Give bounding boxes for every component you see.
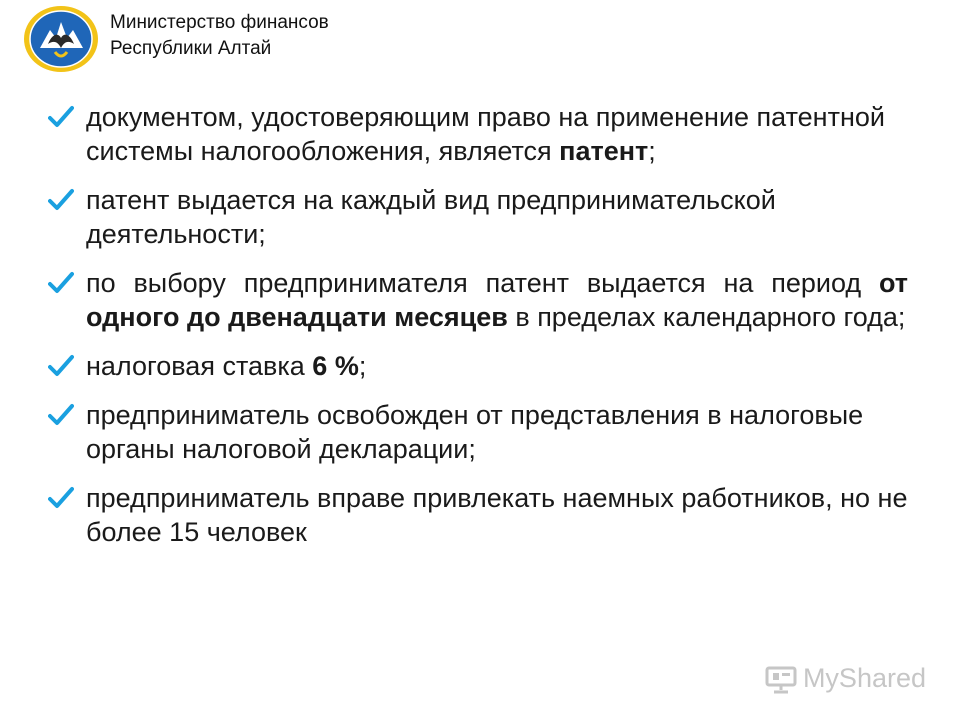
- checkmark-icon: [48, 105, 74, 129]
- bullet-text: предприниматель освобожден от представления в налоговые органы налоговой декларации;: [86, 400, 864, 464]
- slide-header: [22, 4, 329, 74]
- bullet-text: налоговая ставка: [86, 351, 313, 381]
- org-line-2: Республики Алтай: [110, 38, 272, 59]
- checkmark-icon: [48, 486, 74, 510]
- bullet-item: [48, 398, 908, 466]
- checkmark-icon: [48, 403, 74, 427]
- checkmark-icon: [48, 188, 74, 212]
- bullet-bold-text: от одного до двенадцати месяцев: [86, 268, 908, 332]
- org-line-1: Министерство финансов: [110, 12, 329, 33]
- checkmark-icon: [48, 354, 74, 378]
- watermark-text: MyShared: [802, 663, 926, 693]
- bullet-text-tail: в пределах календарного года;: [507, 302, 906, 332]
- bullet-text-tail: ;: [648, 136, 656, 166]
- republic-altai-emblem-icon: [22, 4, 100, 74]
- presentation-board-icon: [764, 664, 798, 694]
- bullet-item: [48, 266, 908, 334]
- bullet-list: [48, 100, 908, 564]
- bullet-item: [48, 481, 908, 549]
- organization-name: [110, 10, 329, 62]
- bullet-bold-text: патент: [559, 136, 649, 166]
- watermark: [764, 663, 926, 694]
- checkmark-icon: [48, 271, 74, 295]
- bullet-item: [48, 100, 908, 168]
- bullet-text: предприниматель вправе привлекать наемных работников, но не более 15 человек: [86, 483, 908, 547]
- bullet-bold-text: 6 %: [312, 351, 359, 381]
- bullet-item: [48, 183, 908, 251]
- bullet-text: документом, удостоверяющим право на применение патентной системы налогообложения, является: [86, 102, 885, 166]
- bullet-text: патент выдается на каждый вид предпринимательской деятельности;: [86, 185, 776, 249]
- bullet-item: [48, 349, 908, 383]
- bullet-text-tail: ;: [358, 351, 367, 381]
- bullet-text: по выбору предпринимателя патент выдается на период: [86, 268, 879, 298]
